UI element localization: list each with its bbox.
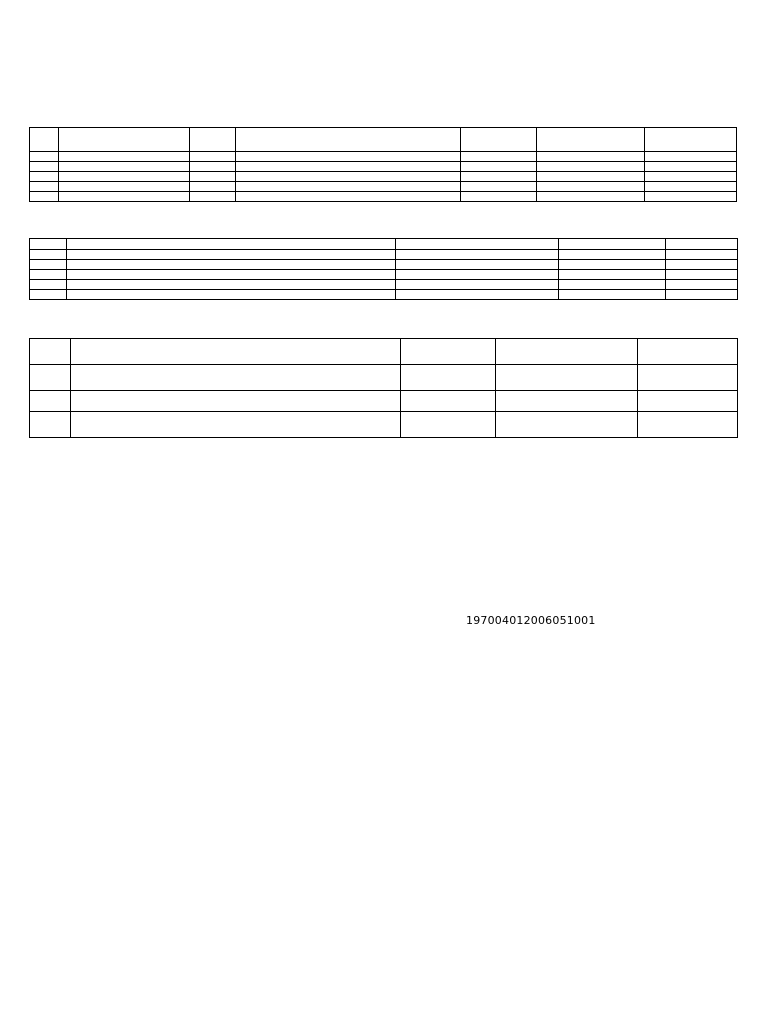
table-2-cell: [30, 239, 67, 250]
table-2-cell: [666, 290, 738, 300]
table-3-cell: [496, 365, 638, 391]
table-1-cell: [236, 128, 460, 152]
table-3-cell: [496, 412, 638, 438]
table-3-cell: [71, 365, 401, 391]
table-3-cell: [638, 339, 738, 365]
table-2-cell: [666, 280, 738, 290]
table-2-cell: [67, 280, 396, 290]
table-1-cell: [190, 182, 236, 192]
table-row: [30, 391, 738, 412]
table-1-cell: [236, 192, 460, 202]
table-1-cell: [536, 162, 644, 172]
table-1-cell: [236, 182, 460, 192]
table-2-cell: [30, 290, 67, 300]
table-3-cell: [71, 339, 401, 365]
table-row: [30, 152, 737, 162]
table-1-cell: [536, 128, 644, 152]
table-1-cell: [190, 192, 236, 202]
table-2-cell: [666, 260, 738, 270]
table-3-cell: [401, 339, 496, 365]
table-1-cell: [30, 182, 59, 192]
table-2-cell: [559, 260, 666, 270]
table-1-cell: [644, 192, 736, 202]
table-3-cell: [401, 365, 496, 391]
table-1-cell: [236, 172, 460, 182]
table-1-cell: [59, 162, 190, 172]
table-3-cell: [496, 339, 638, 365]
table-1-cell: [644, 162, 736, 172]
table-2-cell: [30, 280, 67, 290]
table-2-cell: [67, 260, 396, 270]
table-1-header-row: [30, 128, 737, 152]
table-3-cell: [71, 391, 401, 412]
table-3-cell: [401, 391, 496, 412]
table-2-cell: [666, 270, 738, 280]
table-2-cell: [396, 280, 559, 290]
table-1-cell: [190, 152, 236, 162]
table-1-cell: [190, 162, 236, 172]
table-row: [30, 192, 737, 202]
table-3-cell: [30, 365, 71, 391]
table-1-cell: [190, 128, 236, 152]
table-1-cell: [644, 182, 736, 192]
table-3-cell: [638, 365, 738, 391]
table-2-cell: [396, 290, 559, 300]
table-3-cell: [30, 339, 71, 365]
table-2-header-row: [30, 239, 738, 250]
table-1-cell: [30, 162, 59, 172]
table-1-cell: [644, 152, 736, 162]
table-2-cell: [666, 250, 738, 260]
table-3-cell: [496, 391, 638, 412]
table-2-cell: [396, 270, 559, 280]
table-2-cell: [559, 270, 666, 280]
table-1-cell: [536, 182, 644, 192]
table-3-cell: [30, 391, 71, 412]
table-2-cell: [67, 290, 396, 300]
table-1: [29, 127, 737, 202]
table-row: [30, 172, 737, 182]
table-1-cell: [59, 172, 190, 182]
table-1-cell: [59, 192, 190, 202]
table-1-cell: [30, 152, 59, 162]
table-2-cell: [67, 239, 396, 250]
table-2-cell: [396, 250, 559, 260]
table-1-cell: [30, 192, 59, 202]
id-number-text: 197004012006051001: [466, 614, 596, 627]
table-1-cell: [236, 162, 460, 172]
table-2-cell: [30, 270, 67, 280]
table-3-cell: [401, 412, 496, 438]
table-3-cell: [30, 412, 71, 438]
table-1-cell: [30, 128, 59, 152]
table-row: [30, 260, 738, 270]
table-2: [29, 238, 738, 300]
table-1-cell: [536, 192, 644, 202]
table-1-cell: [536, 152, 644, 162]
table-3-header-row: [30, 339, 738, 365]
table-3-cell: [71, 412, 401, 438]
table-1-cell: [59, 128, 190, 152]
table-1-cell: [59, 182, 190, 192]
table-row: [30, 250, 738, 260]
table-2-cell: [396, 260, 559, 270]
table-2-cell: [559, 290, 666, 300]
table-2-cell: [67, 250, 396, 260]
table-2-cell: [559, 239, 666, 250]
table-2-cell: [30, 260, 67, 270]
table-row: [30, 365, 738, 391]
table-1-cell: [460, 172, 536, 182]
table-1-cell: [236, 152, 460, 162]
table-1-cell: [30, 172, 59, 182]
table-2-cell: [67, 270, 396, 280]
table-2-cell: [559, 280, 666, 290]
table-1-cell: [460, 152, 536, 162]
table-1-cell: [460, 182, 536, 192]
table-3-cell: [638, 391, 738, 412]
table-1-cell: [536, 172, 644, 182]
table-row: [30, 162, 737, 172]
table-1-cell: [59, 152, 190, 162]
table-2-cell: [396, 239, 559, 250]
table-1-cell: [190, 172, 236, 182]
table-1-cell: [460, 128, 536, 152]
table-1-cell: [644, 172, 736, 182]
table-2-cell: [30, 250, 67, 260]
table-row: [30, 270, 738, 280]
table-1-cell: [460, 162, 536, 172]
table-1-cell: [460, 192, 536, 202]
table-row: [30, 182, 737, 192]
table-row: [30, 412, 738, 438]
table-row: [30, 290, 738, 300]
table-2-cell: [666, 239, 738, 250]
table-1-cell: [644, 128, 736, 152]
table-2-cell: [559, 250, 666, 260]
table-3-cell: [638, 412, 738, 438]
table-row: [30, 280, 738, 290]
table-3: [29, 338, 738, 438]
